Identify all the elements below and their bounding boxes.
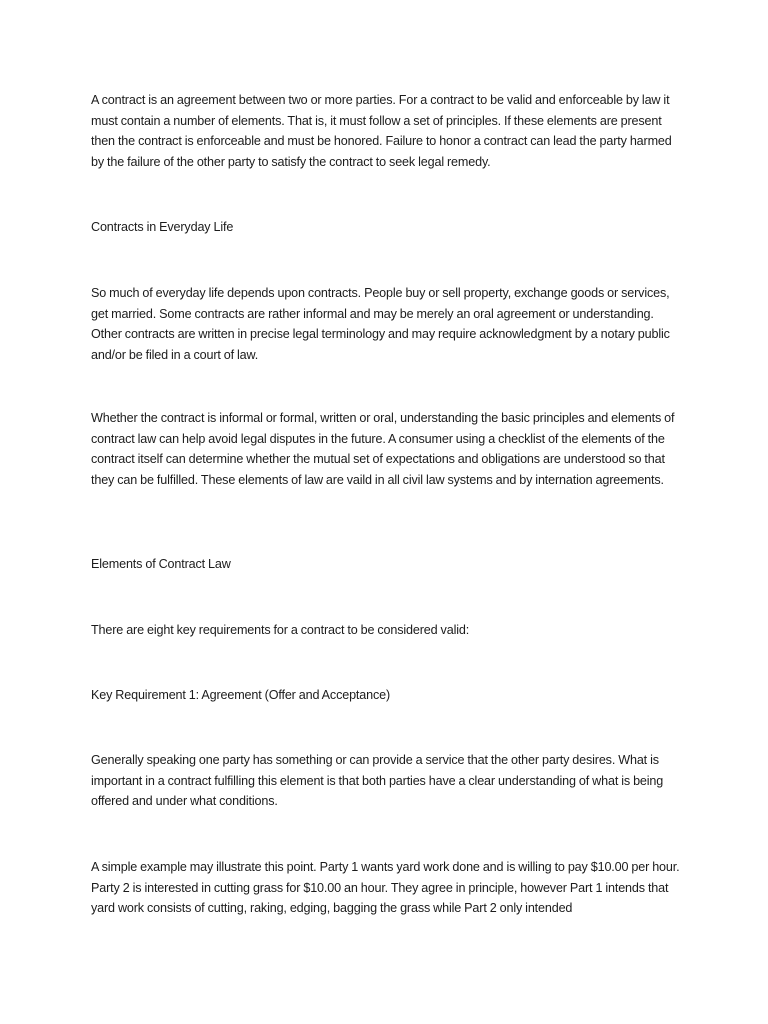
agreement-paragraph: Generally speaking one party has something or can provide a service that the other party desires. What is important in a contract fulfilling this element is that both parties have a clear understanding of what is being offered and under what conditions. [91, 753, 664, 808]
requirements-intro-paragraph: There are eight key requirements for a contract to be considered valid: [91, 623, 470, 637]
heading-key-requirement-1: Key Requirement 1: Agreement (Offer and Acceptance) [91, 688, 391, 702]
example-paragraph: A simple example may illustrate this point. Party 1 wants yard work done and is willing to pay $10.00 per hour. Party 2 is interested in cutting grass for $10.00 an hour. They agree in principle, however Part 1 intends that yard work consists of cutting, raking, edging, bagging the grass while Part 2 only intended [91, 860, 680, 915]
principles-paragraph: Whether the contract is informal or formal, written or oral, understanding the basic principles and elements of contract law can help avoid legal disputes in the future. A consumer using a checklist of the elements of the contract itself can determine whether the mutual set of expectations and obligations are understood so that they can be fulfilled. These elements of law are vaild in all civil law systems and by internation agreements. [91, 411, 675, 487]
intro-paragraph: A contract is an agreement between two or more parties. For a contract to be valid and enforceable by law it must contain a number of elements. That is, it must follow a set of principles. If these elements are present then the contract is enforceable and must be honored. Failure to honor a contract can lead the party harmed by the failure of the other party to satisfy the contract to seek legal remedy. [91, 93, 672, 169]
everyday-life-paragraph: So much of everyday life depends upon contracts. People buy or sell property, exchange goods or services, get married. Some contracts are rather informal and may be merely an oral agreement or understanding. Other contracts are written in precise legal terminology and may require acknowledgment by a notary public and/or be filed in a court of law. [91, 286, 670, 362]
heading-contracts-in-everyday-life: Contracts in Everyday Life [91, 220, 234, 234]
heading-elements-of-contract-law: Elements of Contract Law [91, 557, 231, 571]
